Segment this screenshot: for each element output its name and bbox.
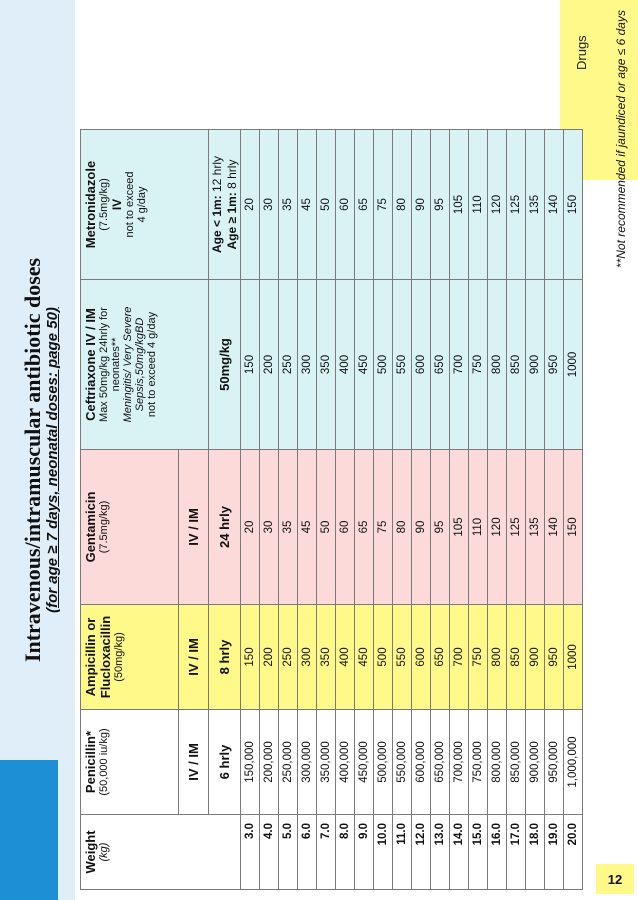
weight-header [81, 815, 241, 890]
gentamicin-header [81, 450, 179, 605]
gentamicin-cell: 105 [450, 450, 469, 605]
ceftriaxone-cell: 500 [374, 280, 393, 450]
weight-cell: 6.0 [298, 815, 317, 890]
gentamicin-cell: 60 [336, 450, 355, 605]
ampicillin-cell: 200 [260, 605, 279, 710]
ceftriaxone-cell: 800 [488, 280, 507, 450]
penicillin-cell: 400,000 [336, 710, 355, 815]
table-row [393, 130, 412, 890]
penicillin-cell: 200,000 [260, 710, 279, 815]
gentamicin-frequency: 24 hrly [209, 450, 241, 605]
ceftriaxone-cell: 750 [469, 280, 488, 450]
gentamicin-cell: 65 [355, 450, 374, 605]
table-row [412, 130, 431, 890]
weight-cell: 14.0 [450, 815, 469, 890]
ceftriaxone-cell: 650 [431, 280, 450, 450]
weight-cell: 17.0 [507, 815, 526, 890]
table-row [526, 130, 545, 890]
ampicillin-cell: 500 [374, 605, 393, 710]
ampicillin-cell: 550 [393, 605, 412, 710]
ampicillin-title-2: Flucloxacillin [98, 615, 113, 699]
table-row [564, 130, 583, 890]
metronidazole-cell: 45 [298, 130, 317, 280]
frequency-row [209, 130, 241, 890]
gentamicin-cell: 30 [260, 450, 279, 605]
ampicillin-cell: 650 [431, 605, 450, 710]
dose-table [80, 129, 583, 890]
weight-cell: 7.0 [317, 815, 336, 890]
penicillin-cell: 550,000 [393, 710, 412, 815]
gentamicin-cell: 135 [526, 450, 545, 605]
ceftriaxone-cell: 900 [526, 280, 545, 450]
gentamicin-cell: 20 [241, 450, 260, 605]
gentamicin-cell: 35 [279, 450, 298, 605]
table-row [260, 130, 279, 890]
penicillin-dose: (50,000 iu/kg) [98, 728, 110, 796]
metronidazole-cell: 110 [469, 130, 488, 280]
table-row [279, 130, 298, 890]
metronidazole-route: IV [110, 198, 124, 211]
weight-cell: 9.0 [355, 815, 374, 890]
table-row [374, 130, 393, 890]
penicillin-cell: 600,000 [412, 710, 431, 815]
metronidazole-cell: 105 [450, 130, 469, 280]
ceftriaxone-line-4: Sepsis,50mg/kgBD [134, 317, 146, 412]
gentamicin-cell: 80 [393, 450, 412, 605]
ceftriaxone-line-5: not to exceed 4 g/day [146, 311, 158, 418]
metronidazole-cell: 120 [488, 130, 507, 280]
metronidazole-cell: 30 [260, 130, 279, 280]
weight-cell: 10.0 [374, 815, 393, 890]
metronidazole-line-1: not to exceed [124, 171, 136, 238]
ampicillin-cell: 350 [317, 605, 336, 710]
table-row [317, 130, 336, 890]
metronidazole-cell: 150 [564, 130, 583, 280]
weight-cell: 20.0 [564, 815, 583, 890]
penicillin-cell: 800,000 [488, 710, 507, 815]
ceftriaxone-cell: 250 [279, 280, 298, 450]
ampicillin-title-1: Ampicillin or [83, 617, 98, 697]
metronidazole-frequency-young-value: 12 hrly [209, 155, 224, 192]
ampicillin-cell: 250 [279, 605, 298, 710]
ampicillin-header [81, 605, 179, 710]
metronidazole-cell: 75 [374, 130, 393, 280]
metronidazole-line-2: 4 g/day [136, 186, 148, 223]
weight-cell: 18.0 [526, 815, 545, 890]
penicillin-cell: 1,000,000 [564, 710, 583, 815]
table-row [469, 130, 488, 890]
ceftriaxone-cell: 350 [317, 280, 336, 450]
ampicillin-cell: 450 [355, 605, 374, 710]
ceftriaxone-cell: 150 [241, 280, 260, 450]
gentamicin-title: Gentamicin [83, 491, 98, 563]
table-row [507, 130, 526, 890]
table-row [241, 130, 260, 890]
table-row [450, 130, 469, 890]
ceftriaxone-cell: 400 [336, 280, 355, 450]
weight-cell: 4.0 [260, 815, 279, 890]
ampicillin-cell: 400 [336, 605, 355, 710]
ampicillin-cell: 1000 [564, 605, 583, 710]
gentamicin-cell: 75 [374, 450, 393, 605]
gentamicin-cell: 45 [298, 450, 317, 605]
gentamicin-cell: 150 [564, 450, 583, 605]
ceftriaxone-cell: 300 [298, 280, 317, 450]
penicillin-cell: 300,000 [298, 710, 317, 815]
weight-cell: 19.0 [545, 815, 564, 890]
weight-cell: 15.0 [469, 815, 488, 890]
weight-cell: 13.0 [431, 815, 450, 890]
table-row [488, 130, 507, 890]
ceftriaxone-cell: 450 [355, 280, 374, 450]
penicillin-cell: 950,000 [545, 710, 564, 815]
metronidazole-title: Metronidazole [83, 160, 98, 249]
page-title: Intravenous/intramuscular antibiotic doses [20, 257, 45, 663]
ceftriaxone-cell: 550 [393, 280, 412, 450]
ampicillin-cell: 750 [469, 605, 488, 710]
metronidazole-cell: 125 [507, 130, 526, 280]
weight-cell: 5.0 [279, 815, 298, 890]
table-row [431, 130, 450, 890]
penicillin-cell: 150,000 [241, 710, 260, 815]
ampicillin-cell: 700 [450, 605, 469, 710]
gentamicin-cell: 110 [469, 450, 488, 605]
weight-cell: 12.0 [412, 815, 431, 890]
ceftriaxone-line-1: Max 50mg/kg 24hrly for [98, 307, 110, 422]
metronidazole-cell: 135 [526, 130, 545, 280]
ampicillin-cell: 950 [545, 605, 564, 710]
weight-cell: 16.0 [488, 815, 507, 890]
header-row [81, 130, 179, 890]
ceftriaxone-cell: 950 [545, 280, 564, 450]
table-row [298, 130, 317, 890]
metronidazole-cell: 140 [545, 130, 564, 280]
penicillin-cell: 650,000 [431, 710, 450, 815]
penicillin-cell: 850,000 [507, 710, 526, 815]
metronidazole-frequency-old-label: Age ≥ 1m: [224, 192, 239, 250]
metronidazole-frequency-young-label: Age < 1m: [209, 195, 224, 254]
metronidazole-cell: 50 [317, 130, 336, 280]
ceftriaxone-cell: 600 [412, 280, 431, 450]
ceftriaxone-cell: 850 [507, 280, 526, 450]
ceftriaxone-title: Ceftriaxone IV / IM [83, 308, 98, 421]
metronidazole-cell: 80 [393, 130, 412, 280]
ampicillin-dose: (50mg/kg) [113, 632, 125, 682]
footnote: **Not recommended if jaundiced or age ≤ 6 days [614, 10, 628, 269]
metronidazole-frequency [209, 130, 241, 280]
gentamicin-dose: (7.5mg/kg) [98, 500, 110, 554]
ceftriaxone-cell: 700 [450, 280, 469, 450]
metronidazole-cell: 65 [355, 130, 374, 280]
weight-cell: 11.0 [393, 815, 412, 890]
ceftriaxone-cell: 1000 [564, 280, 583, 450]
penicillin-title: Penicillin* [83, 730, 98, 794]
table-row [545, 130, 564, 890]
metronidazole-dose: (7.5mg/kg) [98, 178, 110, 231]
table-row [336, 130, 355, 890]
ceftriaxone-cell: 200 [260, 280, 279, 450]
ampicillin-frequency: 8 hrly [209, 605, 241, 710]
table-row [355, 130, 374, 890]
ceftriaxone-frequency: 50mg/kg [209, 280, 241, 450]
page-subtitle: (for age ≥ 7 days, neonatal doses: page 50) [44, 307, 61, 613]
ampicillin-route: IV / IM [179, 605, 209, 710]
gentamicin-cell: 140 [545, 450, 564, 605]
section-tab-label: Drugs [574, 35, 589, 70]
page-number: 12 [596, 864, 634, 894]
weight-cell: 8.0 [336, 815, 355, 890]
ampicillin-cell: 300 [298, 605, 317, 710]
gentamicin-cell: 95 [431, 450, 450, 605]
metronidazole-cell: 35 [279, 130, 298, 280]
ampicillin-cell: 800 [488, 605, 507, 710]
weight-cell: 3.0 [241, 815, 260, 890]
penicillin-cell: 350,000 [317, 710, 336, 815]
gentamicin-route: IV / IM [179, 450, 209, 605]
metronidazole-frequency-young [210, 134, 225, 275]
metronidazole-cell: 90 [412, 130, 431, 280]
penicillin-cell: 700,000 [450, 710, 469, 815]
metronidazole-frequency-old-value: 8 hrly [224, 159, 239, 189]
penicillin-cell: 250,000 [279, 710, 298, 815]
metronidazole-frequency-old [225, 134, 240, 275]
penicillin-cell: 900,000 [526, 710, 545, 815]
gentamicin-cell: 90 [412, 450, 431, 605]
ampicillin-cell: 600 [412, 605, 431, 710]
penicillin-cell: 500,000 [374, 710, 393, 815]
metronidazole-cell: 95 [431, 130, 450, 280]
ceftriaxone-header [81, 280, 209, 450]
penicillin-route: IV / IM [179, 710, 209, 815]
metronidazole-cell: 60 [336, 130, 355, 280]
ampicillin-cell: 900 [526, 605, 545, 710]
metronidazole-cell: 20 [241, 130, 260, 280]
gentamicin-cell: 125 [507, 450, 526, 605]
weight-title: Weight [83, 830, 98, 874]
ampicillin-cell: 150 [241, 605, 260, 710]
penicillin-cell: 750,000 [469, 710, 488, 815]
metronidazole-header [81, 130, 209, 280]
ceftriaxone-line-2: neonates** [110, 337, 122, 392]
penicillin-frequency: 6 hrly [209, 710, 241, 815]
penicillin-header [81, 710, 179, 815]
ampicillin-cell: 850 [507, 605, 526, 710]
gentamicin-cell: 120 [488, 450, 507, 605]
gentamicin-cell: 50 [317, 450, 336, 605]
penicillin-cell: 450,000 [355, 710, 374, 815]
ceftriaxone-line-3: Meningitis/ Very Severe [122, 306, 134, 423]
weight-unit: (kg) [98, 842, 110, 862]
